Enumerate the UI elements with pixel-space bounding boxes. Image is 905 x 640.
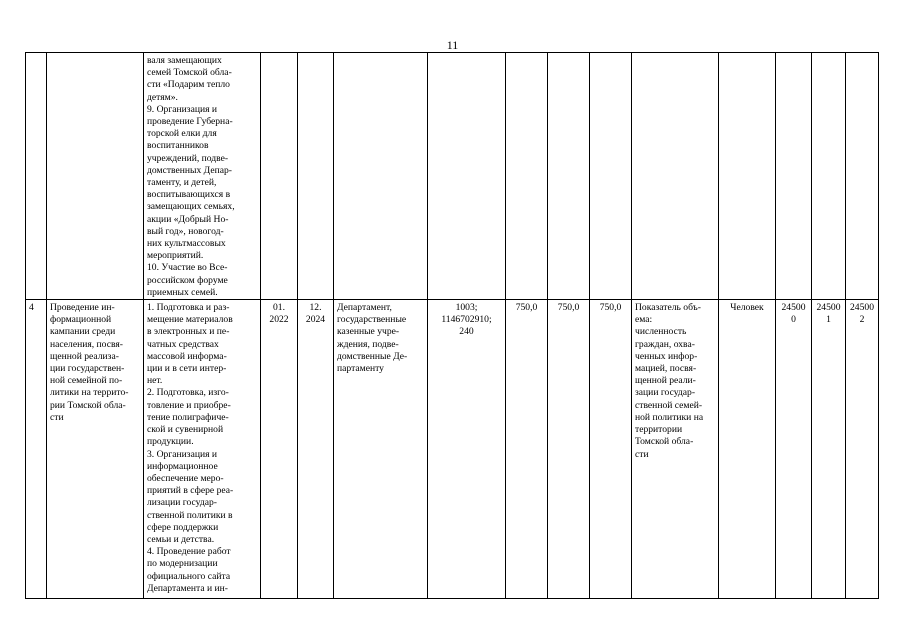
page-number: 11 (446, 38, 459, 52)
cell-val-2 (812, 53, 846, 300)
cell-activity-name: Проведение ин- формационной кампании среди населения, посвя- щенной реализа- ции государствен- ной семейной по- литики на террито- рии Томской обла- сти (47, 300, 144, 599)
cell-fin-1 (506, 53, 548, 300)
cell-end (298, 53, 334, 300)
cell-start (261, 53, 298, 300)
program-activities-table (25, 52, 879, 599)
cell-kbk: 1003; 1146702910; 240 (428, 300, 506, 599)
cell-val-1: 24500 0 (776, 300, 812, 599)
cell-fin-2 (548, 53, 590, 300)
cell-activities: валя замещающих семей Томской обла- сти «Подарим тепло детям». 9. Организация и проведение Губерна- торской елки для воспитанников учреждений, подве- домственных Депар- таменту, и детей, воспитывающихся в замещающих семьях, акции «Добрый Но- вый год», новогод- них культмассовых мероприятий. 10. Участие во Все- российском форуме приемных семей. (144, 53, 261, 300)
cell-indicator: Показатель объ- ема: численность граждан, охва- ченных инфор- мацией, посвя- щенной реали- зации государ- ственной семей- ной политики на территории Томской обла- сти (632, 300, 719, 599)
cell-fin-3 (590, 53, 632, 300)
cell-fin-2: 750,0 (548, 300, 590, 599)
cell-kbk (428, 53, 506, 300)
cell-unit (719, 53, 776, 300)
cell-number: 4 (26, 300, 47, 599)
cell-fin-3: 750,0 (590, 300, 632, 599)
table-row-continued (26, 53, 879, 300)
table-row-4 (26, 300, 879, 599)
cell-activity-name (47, 53, 144, 300)
cell-executor: Департамент, государственные казенные учре- ждения, подве- домственные Де- партаменту (334, 300, 428, 599)
cell-executor (334, 53, 428, 300)
cell-val-3 (846, 53, 879, 300)
cell-start: 01. 2022 (261, 300, 298, 599)
cell-number (26, 53, 47, 300)
cell-indicator (632, 53, 719, 300)
cell-end: 12. 2024 (298, 300, 334, 599)
cell-val-1 (776, 53, 812, 300)
cell-val-3: 24500 2 (846, 300, 879, 599)
cell-fin-1: 750,0 (506, 300, 548, 599)
cell-unit: Человек (719, 300, 776, 599)
cell-val-2: 24500 1 (812, 300, 846, 599)
cell-activities: 1. Подготовка и раз- мещение материалов в электронных и пе- чатных средствах массовой информа- ции и в сети интер- нет. 2. Подготовка, изго- товление и приобре- тение полиграфиче- ской и сувенирной продукции. 3. Организация и информационное обеспечение меро- приятий в сфере реа- лизации государ- ственной политики в сфере поддержки семьи и детства. 4. Проведение работ по модернизации официального сайта Департамента и ин- (144, 300, 261, 599)
